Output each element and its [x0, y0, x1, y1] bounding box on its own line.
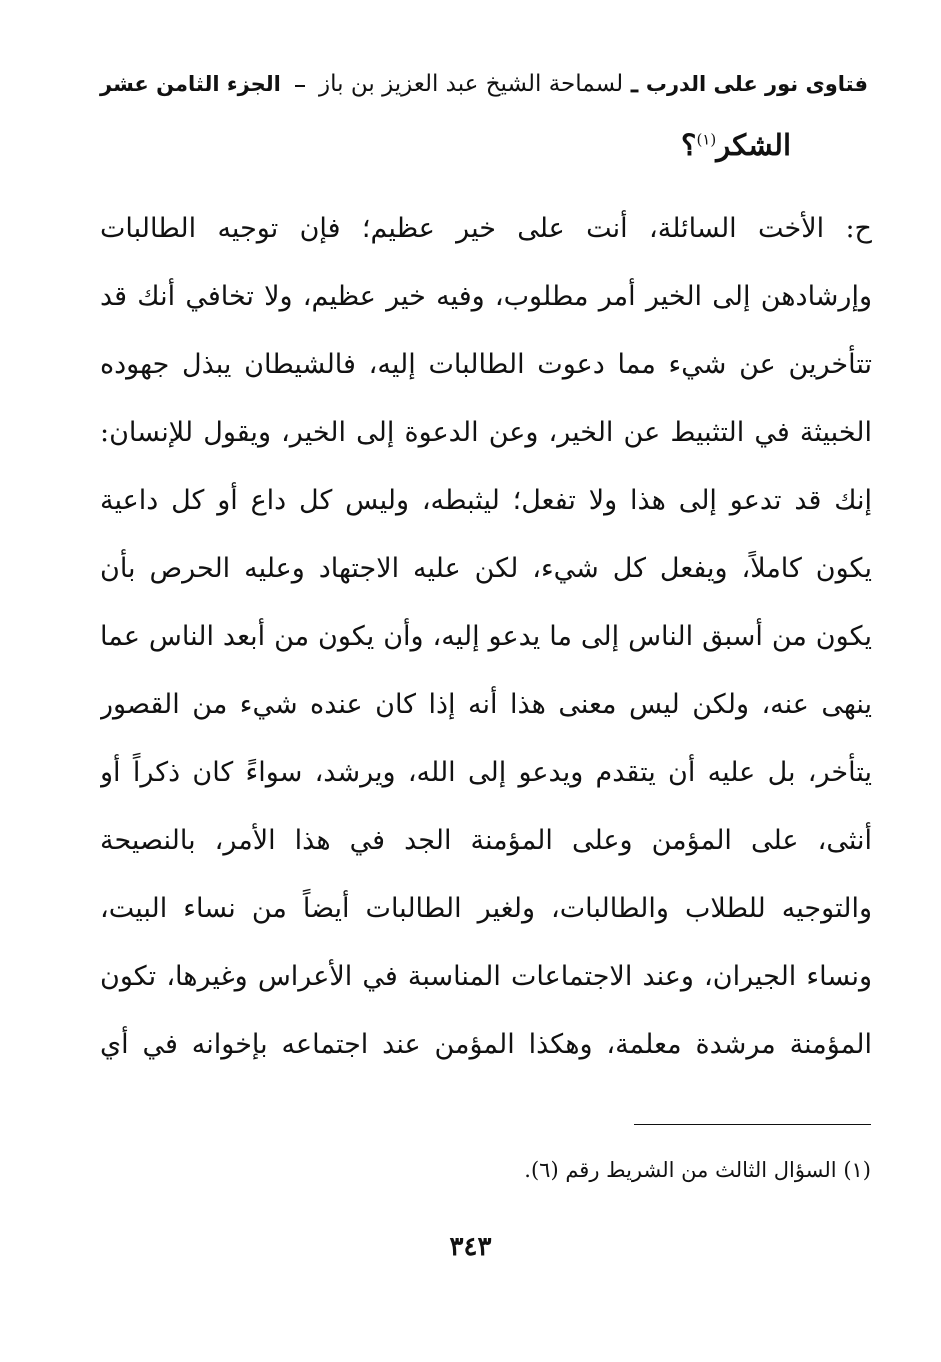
answer-line: أنثى، على المؤمن وعلى المؤمنة الجد في هذا الأمر، بالنصيحة	[100, 825, 872, 856]
answer-line: يتأخر، بل عليه أن يتقدم ويدعو إلى الله، ويرشد، سواءً كان ذكراً أو	[100, 757, 872, 788]
answer-line: إنك قد تدعو إلى هذا ولا تفعل؛ ليثبطه، وليس كل داع أو كل داعية	[100, 485, 872, 516]
answer-line: والتوجيه للطلاب والطالبات، ولغير الطالبات أيضاً من نساء البيت،	[100, 893, 872, 924]
question-tail	[681, 128, 791, 162]
answer-line: ونساء الجيران، وعند الاجتماعات المناسبة في الأعراس وغيرها، تكون	[100, 961, 872, 992]
answer-line: المؤمنة مرشدة معلمة، وهكذا المؤمن عند اجتماعه بإخوانه في أي	[100, 1029, 872, 1060]
answer-line: يكون من أسبق الناس إلى ما يدعو إليه، وأن يكون من أبعد الناس عما	[100, 621, 872, 652]
footnote-reference: (١)	[696, 130, 717, 149]
question-mark: ؟	[681, 128, 697, 162]
answer-line: تتأخرين عن شيء مما دعوت الطالبات إليه، فالشيطان يبذل جهوده	[100, 349, 872, 380]
page-number: ٣٤٣	[449, 1232, 492, 1262]
answer-line: وإرشادهن إلى الخير أمر مطلوب، وفيه خير عظيم، ولا تخافي أنك قد	[100, 281, 872, 312]
answer-line: الخبيثة في التثبيط عن الخير، وعن الدعوة إلى الخير، ويقول للإنسان:	[100, 417, 872, 448]
answer-line: ينهى عنه، ولكن ليس معنى هذا أنه إذا كان عنده شيء من القصور	[100, 689, 872, 720]
answer-text	[100, 198, 872, 1082]
question-word: الشكر	[716, 128, 791, 162]
header-dash: ـ	[631, 70, 638, 98]
author-line: لسماحة الشيخ عبد العزيز بن باز	[319, 71, 624, 97]
running-header	[100, 62, 868, 106]
answer-line: ح: الأخت السائلة، أنت على خير عظيم؛ فإن توجيه الطالبات	[100, 213, 872, 244]
volume-part: الجزء الثامن عشر	[100, 72, 281, 96]
footnote-divider	[634, 1124, 871, 1125]
footnote: (١) السؤال الثالث من الشريط رقم (٦).	[524, 1158, 871, 1182]
header-rule	[295, 85, 305, 87]
book-title: فتاوى نور على الدرب	[645, 72, 868, 96]
answer-line: يكون كاملاً، ويفعل كل شيء، لكن عليه الاجتهاد وعليه الحرص بأن	[100, 553, 872, 584]
